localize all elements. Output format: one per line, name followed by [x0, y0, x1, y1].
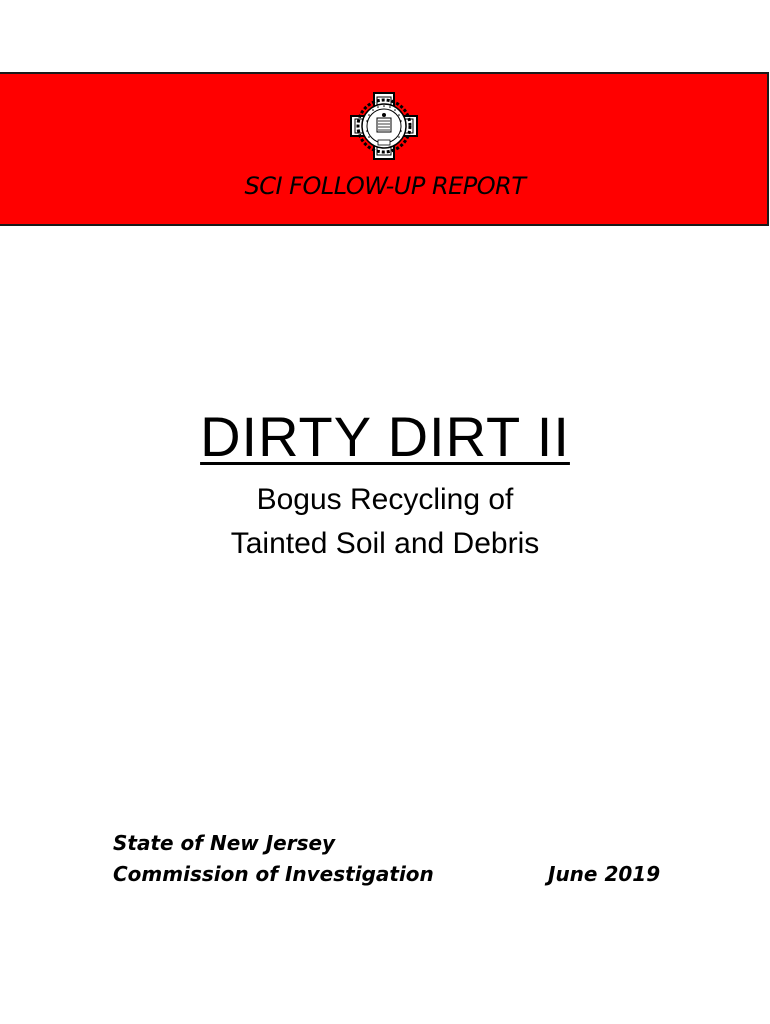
subtitle-line-2: Tainted Soil and Debris: [230, 527, 540, 560]
report-title-text: DIRTY DIRT II: [200, 405, 570, 468]
subtitle-line-1: Bogus Recycling of: [256, 483, 514, 516]
publisher-state: State of New Jersey: [113, 831, 336, 855]
publisher-block: [113, 828, 434, 890]
report-subtitle: [0, 478, 770, 566]
report-title: [0, 404, 770, 470]
banner-title: SCI FOLLOW-UP REPORT: [244, 172, 526, 200]
publisher-commission: Commission of Investigation: [113, 862, 434, 886]
publication-date: June 2019: [548, 862, 661, 886]
commission-seal-icon: [347, 89, 421, 163]
